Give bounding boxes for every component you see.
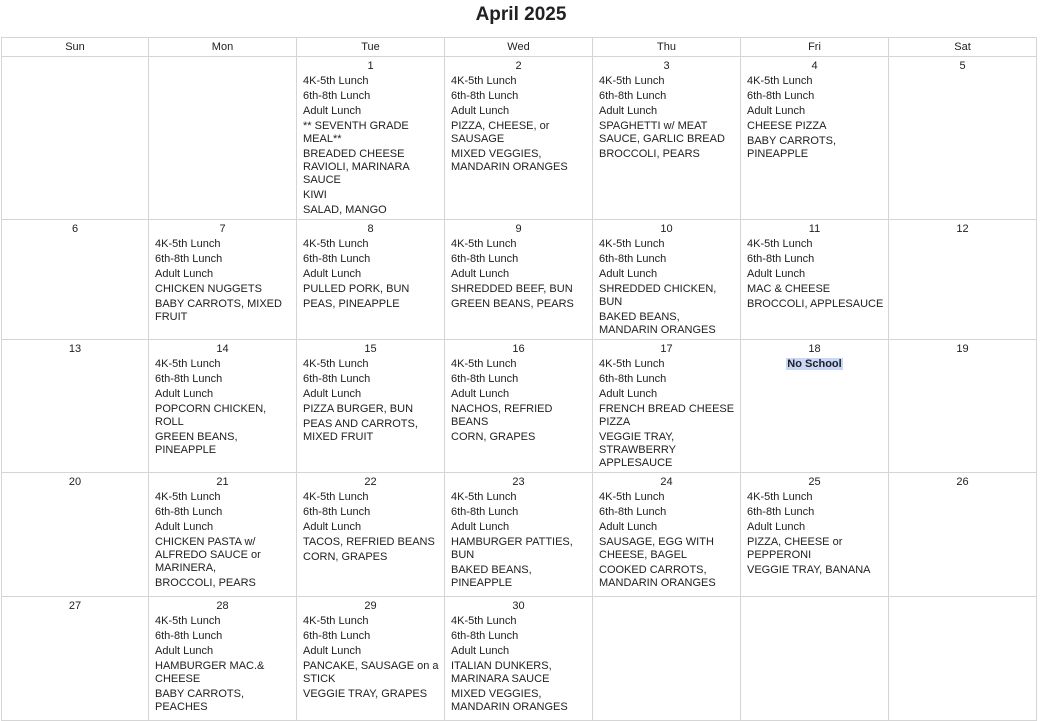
day-cell[interactable]	[2, 597, 149, 721]
lunch-event[interactable]: 4K-5th Lunch	[451, 491, 517, 503]
no-school-label: No School	[787, 358, 842, 370]
lunch-event[interactable]: Adult Lunch	[155, 388, 214, 400]
menu-item[interactable]: BABY CARROTS, PEACHES	[155, 688, 245, 713]
day-number: 28	[216, 600, 229, 612]
lunch-event[interactable]: 4K-5th Lunch	[155, 358, 221, 370]
day-cell[interactable]	[889, 57, 1037, 220]
lunch-event[interactable]: 6th-8th Lunch	[451, 90, 519, 102]
lunch-event[interactable]: 6th-8th Lunch	[599, 90, 667, 102]
lunch-event[interactable]: 4K-5th Lunch	[451, 238, 517, 250]
day-number: 27	[68, 600, 82, 612]
day-number: 8	[367, 223, 374, 235]
day-number: 29	[364, 600, 377, 612]
lunch-event[interactable]: Adult Lunch	[599, 521, 658, 533]
lunch-event[interactable]: Adult Lunch	[303, 268, 362, 280]
day-number: 25	[808, 476, 821, 488]
lunch-event[interactable]: 6th-8th Lunch	[155, 373, 223, 385]
day-cell[interactable]	[593, 220, 741, 340]
menu-item[interactable]: HAMBURGER MAC.& CHEESE	[155, 660, 265, 685]
lunch-event[interactable]: 6th-8th Lunch	[303, 630, 371, 642]
day-cell[interactable]	[149, 340, 297, 473]
lunch-event[interactable]: 4K-5th Lunch	[303, 75, 369, 87]
lunch-event[interactable]: 4K-5th Lunch	[155, 491, 221, 503]
menu-item[interactable]: BREADED CHEESE RAVIOLI, MARINARA SAUCE	[303, 148, 410, 186]
menu-item[interactable]: PULLED PORK, BUN	[303, 283, 410, 295]
lunch-event[interactable]: 6th-8th Lunch	[155, 253, 223, 265]
day-number: 6	[71, 223, 79, 235]
lunch-event[interactable]: Adult Lunch	[155, 645, 214, 657]
menu-item[interactable]: SHREDDED CHICKEN, BUN	[599, 283, 717, 308]
day-number	[889, 597, 1036, 602]
menu-item[interactable]: BABY CARROTS, MIXED FRUIT	[155, 298, 282, 323]
lunch-event[interactable]: 6th-8th Lunch	[303, 90, 371, 102]
day-number: 5	[959, 60, 966, 72]
lunch-event[interactable]: 4K-5th Lunch	[747, 75, 813, 87]
lunch-event[interactable]: Adult Lunch	[451, 521, 510, 533]
lunch-event[interactable]: 4K-5th Lunch	[303, 615, 369, 627]
lunch-event[interactable]: Adult Lunch	[303, 645, 362, 657]
lunch-event[interactable]: 6th-8th Lunch	[747, 253, 815, 265]
lunch-event[interactable]: Adult Lunch	[747, 268, 806, 280]
day-number: 30	[512, 600, 525, 612]
day-number	[2, 57, 148, 62]
lunch-event[interactable]: 6th-8th Lunch	[451, 253, 519, 265]
menu-item[interactable]: MIXED VEGGIES, MANDARIN ORANGES	[451, 148, 568, 173]
menu-item[interactable]: CORN, GRAPES	[303, 551, 388, 563]
lunch-event[interactable]: 4K-5th Lunch	[451, 358, 517, 370]
menu-item[interactable]: HAMBURGER PATTIES, BUN	[451, 536, 573, 561]
menu-item[interactable]: ITALIAN DUNKERS, MARINARA SAUCE	[451, 660, 552, 685]
day-cell[interactable]	[593, 597, 741, 721]
weekday-header: Mon	[149, 38, 297, 57]
day-number: 9	[515, 223, 522, 235]
day-number: 21	[216, 476, 229, 488]
day-cell[interactable]	[149, 57, 297, 220]
menu-item[interactable]: POPCORN CHICKEN, ROLL	[155, 403, 267, 428]
weekday-header: Fri	[741, 38, 889, 57]
menu-item[interactable]: BAKED BEANS, MANDARIN ORANGES	[599, 311, 716, 336]
day-cell[interactable]	[2, 340, 149, 473]
day-number: 1	[367, 60, 374, 72]
day-number: 11	[808, 223, 821, 235]
day-number: 24	[660, 476, 673, 488]
lunch-event[interactable]: 4K-5th Lunch	[599, 491, 665, 503]
day-cell[interactable]	[445, 473, 593, 597]
menu-item[interactable]: VEGGIE TRAY, GRAPES	[303, 688, 428, 700]
lunch-event[interactable]: Adult Lunch	[155, 268, 214, 280]
lunch-event[interactable]: Adult Lunch	[451, 645, 510, 657]
day-number	[593, 597, 740, 602]
menu-item[interactable]: KIWI	[303, 189, 327, 201]
weekday-header: Thu	[593, 38, 741, 57]
day-number: 13	[68, 343, 82, 355]
menu-item[interactable]: FRENCH BREAD CHEESE PIZZA	[599, 403, 735, 428]
menu-item[interactable]: PIZZA, CHEESE or PEPPERONI	[747, 536, 843, 561]
day-cell[interactable]	[149, 473, 297, 597]
lunch-event[interactable]: Adult Lunch	[599, 105, 658, 117]
menu-item[interactable]: SAUSAGE, EGG WITH CHEESE, BAGEL	[599, 536, 714, 561]
no-school-note[interactable]	[741, 358, 888, 371]
week-row	[2, 57, 1037, 220]
week-row	[2, 473, 1037, 597]
day-cell[interactable]	[2, 473, 149, 597]
menu-item[interactable]: CORN, GRAPES	[451, 431, 536, 443]
weekday-header-row	[2, 38, 1037, 57]
lunch-event[interactable]: Adult Lunch	[303, 521, 362, 533]
day-cell[interactable]	[593, 473, 741, 597]
menu-item[interactable]: SALAD, MANGO	[303, 204, 387, 216]
lunch-event[interactable]: 6th-8th Lunch	[599, 253, 667, 265]
day-cell[interactable]	[2, 220, 149, 340]
day-number: 14	[216, 343, 229, 355]
day-number: 7	[219, 223, 226, 235]
day-number: 26	[956, 476, 969, 488]
menu-item[interactable]: CHICKEN NUGGETS	[155, 283, 262, 295]
lunch-event[interactable]: Adult Lunch	[451, 105, 510, 117]
day-number: 23	[512, 476, 525, 488]
day-number: 10	[660, 223, 673, 235]
lunch-event[interactable]: 6th-8th Lunch	[303, 253, 371, 265]
menu-item[interactable]: PEAS AND CARROTS, MIXED FRUIT	[303, 418, 418, 443]
lunch-event[interactable]: 4K-5th Lunch	[303, 238, 369, 250]
calendar-title: April 2025	[475, 4, 567, 25]
menu-item[interactable]: COOKED CARROTS, MANDARIN ORANGES	[599, 564, 716, 589]
day-cell[interactable]	[149, 220, 297, 340]
weekday-header: Wed	[445, 38, 593, 57]
day-number: 18	[808, 343, 821, 355]
day-number	[149, 57, 296, 62]
lunch-event[interactable]: 4K-5th Lunch	[155, 238, 221, 250]
lunch-event[interactable]: 6th-8th Lunch	[451, 630, 519, 642]
day-cell[interactable]	[741, 597, 889, 721]
calendar-grid	[1, 37, 1037, 721]
day-cell[interactable]	[741, 220, 889, 340]
menu-item[interactable]: PIZZA, CHEESE, or SAUSAGE	[451, 120, 550, 145]
menu-item[interactable]: PIZZA BURGER, BUN	[303, 403, 414, 415]
day-cell[interactable]	[889, 473, 1037, 597]
lunch-event[interactable]: 4K-5th Lunch	[747, 491, 813, 503]
lunch-event[interactable]: Adult Lunch	[599, 268, 658, 280]
menu-item[interactable]: VEGGIE TRAY, BANANA	[747, 564, 871, 576]
day-cell[interactable]	[2, 57, 149, 220]
lunch-event[interactable]: 4K-5th Lunch	[599, 75, 665, 87]
menu-item[interactable]: CHEESE PIZZA	[747, 120, 827, 132]
lunch-event[interactable]: 6th-8th Lunch	[451, 373, 519, 385]
lunch-event[interactable]: 6th-8th Lunch	[747, 90, 815, 102]
day-cell[interactable]	[297, 57, 445, 220]
lunch-event[interactable]: Adult Lunch	[303, 388, 362, 400]
menu-item[interactable]: BROCCOLI, PEARS	[599, 148, 700, 160]
lunch-event[interactable]: 4K-5th Lunch	[747, 238, 813, 250]
lunch-event[interactable]: 4K-5th Lunch	[599, 358, 665, 370]
weekday-header: Sun	[2, 38, 149, 57]
day-number: 15	[364, 343, 377, 355]
menu-item[interactable]: BROCCOLI, APPLESAUCE	[747, 298, 884, 310]
day-number: 4	[811, 60, 818, 72]
day-cell[interactable]	[741, 340, 889, 473]
day-cell[interactable]	[741, 57, 889, 220]
day-cell[interactable]	[889, 597, 1037, 721]
lunch-event[interactable]: Adult Lunch	[451, 268, 510, 280]
day-number: 20	[68, 476, 82, 488]
day-number: 16	[512, 343, 525, 355]
day-cell[interactable]	[889, 340, 1037, 473]
day-cell[interactable]	[297, 597, 445, 721]
lunch-event[interactable]: 4K-5th Lunch	[451, 75, 517, 87]
lunch-event[interactable]: 6th-8th Lunch	[599, 373, 667, 385]
menu-item[interactable]: ** SEVENTH GRADE MEAL**	[303, 120, 409, 145]
day-cell[interactable]	[593, 57, 741, 220]
day-number: 17	[660, 343, 673, 355]
week-row	[2, 220, 1037, 340]
menu-item[interactable]: SHREDDED BEEF, BUN	[451, 283, 573, 295]
weekday-header: Sat	[889, 38, 1037, 57]
menu-item[interactable]: MAC & CHEESE	[747, 283, 831, 295]
day-cell[interactable]	[741, 473, 889, 597]
lunch-event[interactable]: 6th-8th Lunch	[155, 506, 223, 518]
day-cell[interactable]	[445, 57, 593, 220]
menu-item[interactable]: BAKED BEANS, PINEAPPLE	[451, 564, 532, 589]
lunch-event[interactable]: 4K-5th Lunch	[155, 615, 221, 627]
day-number: 19	[956, 343, 969, 355]
menu-item[interactable]: BABY CARROTS, PINEAPPLE	[747, 135, 837, 160]
day-cell[interactable]	[445, 220, 593, 340]
lunch-event[interactable]: Adult Lunch	[303, 105, 362, 117]
day-cell[interactable]	[445, 340, 593, 473]
day-cell[interactable]	[149, 597, 297, 721]
lunch-event[interactable]: Adult Lunch	[747, 105, 806, 117]
lunch-event[interactable]: 6th-8th Lunch	[599, 506, 667, 518]
lunch-event[interactable]: 4K-5th Lunch	[599, 238, 665, 250]
lunch-event[interactable]: 6th-8th Lunch	[747, 506, 815, 518]
day-number: 3	[663, 60, 670, 72]
menu-item[interactable]: VEGGIE TRAY, STRAWBERRY APPLESAUCE	[599, 431, 676, 469]
menu-item[interactable]: NACHOS, REFRIED BEANS	[451, 403, 553, 428]
lunch-event[interactable]: 6th-8th Lunch	[303, 373, 371, 385]
menu-item[interactable]: PEAS, PINEAPPLE	[303, 298, 400, 310]
lunch-event[interactable]: 4K-5th Lunch	[303, 358, 369, 370]
week-row	[2, 597, 1037, 721]
menu-item[interactable]: GREEN BEANS, PINEAPPLE	[155, 431, 238, 456]
lunch-event[interactable]: 6th-8th Lunch	[303, 506, 371, 518]
day-cell[interactable]	[297, 340, 445, 473]
menu-item[interactable]: TACOS, REFRIED BEANS	[303, 536, 435, 548]
day-number	[741, 597, 888, 602]
day-number: 22	[364, 476, 377, 488]
menu-item[interactable]: GREEN BEANS, PEARS	[451, 298, 574, 310]
day-cell[interactable]	[445, 597, 593, 721]
lunch-event[interactable]: 4K-5th Lunch	[303, 491, 369, 503]
menu-item[interactable]: MIXED VEGGIES, MANDARIN ORANGES	[451, 688, 568, 713]
menu-item[interactable]: BROCCOLI, PEARS	[155, 577, 256, 589]
lunch-event[interactable]: Adult Lunch	[155, 521, 214, 533]
lunch-event[interactable]: Adult Lunch	[599, 388, 658, 400]
lunch-event[interactable]: Adult Lunch	[747, 521, 806, 533]
lunch-event[interactable]: 6th-8th Lunch	[451, 506, 519, 518]
day-cell[interactable]	[297, 473, 445, 597]
menu-item[interactable]: SPAGHETTI w/ MEAT SAUCE, GARLIC BREAD	[599, 120, 725, 145]
day-cell[interactable]	[889, 220, 1037, 340]
day-cell[interactable]	[297, 220, 445, 340]
menu-item[interactable]: PANCAKE, SAUSAGE on a STICK	[303, 660, 439, 685]
day-number: 2	[515, 60, 522, 72]
weekday-header: Tue	[297, 38, 445, 57]
week-row	[2, 340, 1037, 473]
menu-item[interactable]: CHICKEN PASTA w/ ALFREDO SAUCE or MARINERA,	[155, 536, 261, 574]
lunch-event[interactable]: 4K-5th Lunch	[451, 615, 517, 627]
day-number: 12	[956, 223, 969, 235]
lunch-event[interactable]: Adult Lunch	[451, 388, 510, 400]
day-cell[interactable]	[593, 340, 741, 473]
lunch-event[interactable]: 6th-8th Lunch	[155, 630, 223, 642]
